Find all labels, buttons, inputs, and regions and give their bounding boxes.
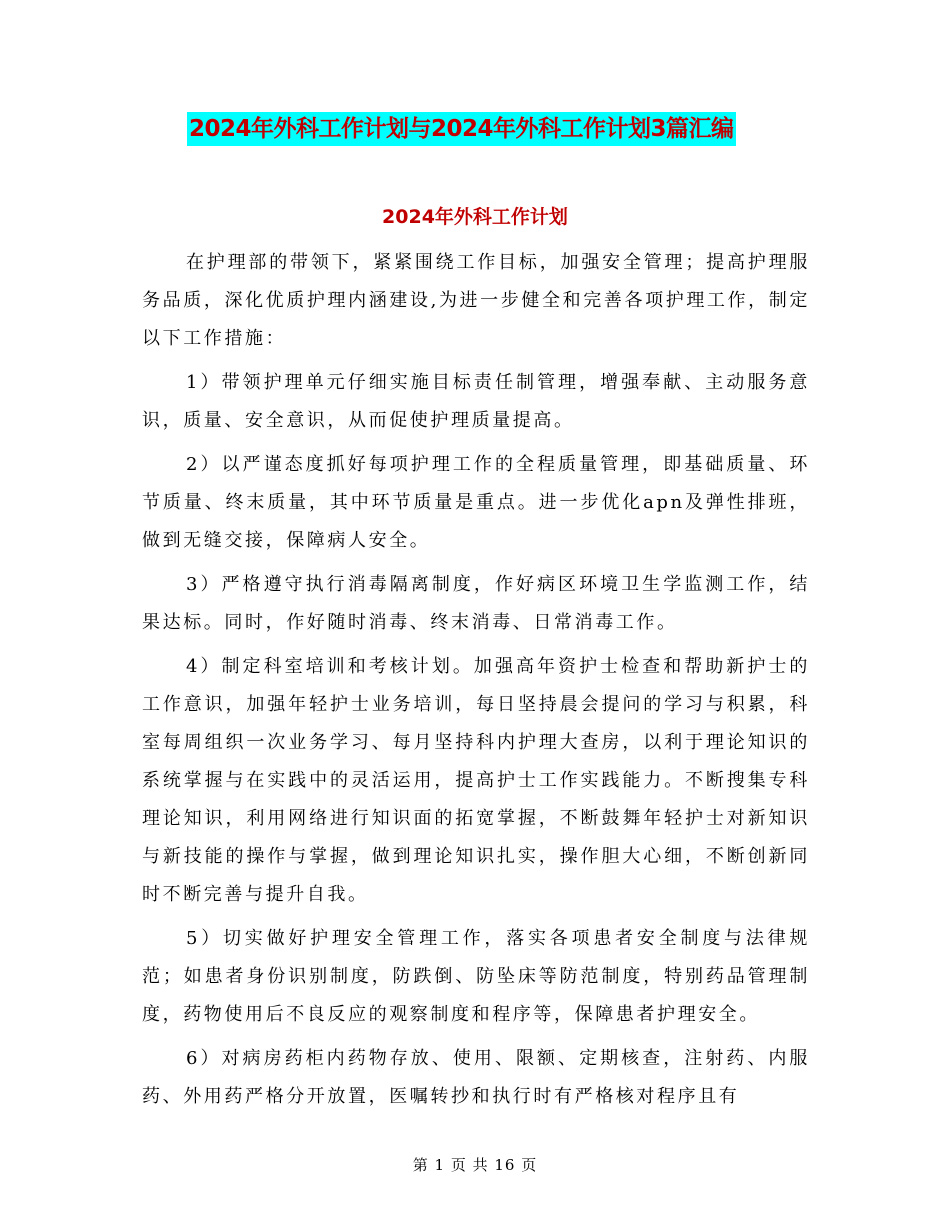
paragraph-item-3: 3）严格遵守执行消毒隔离制度，作好病区环境卫生学监测工作，结果达标。同时，作好随时消毒、终末消毒、日常消毒工作。	[142, 574, 810, 633]
page-footer: 第 1 页 共 16 页	[412, 1156, 538, 1174]
paragraph-intro: 在护理部的带领下，紧紧围绕工作目标，加强安全管理；提高护理服务品质，深化优质护理内涵建设,为进一步健全和完善各项护理工作，制定以下工作措施：	[142, 252, 810, 349]
document-body	[142, 244, 810, 1122]
document-title: 2024年外科工作计划与2024年外科工作计划3篇汇编	[187, 112, 736, 146]
paragraph-item-6: 6）对病房药柜内药物存放、使用、限额、定期核查，注射药、内服药、外用药严格分开放置，医嘱转抄和执行时有严格核对程序且有	[142, 1048, 810, 1107]
paragraph-item-1: 1）带领护理单元仔细实施目标责任制管理，增强奉献、主动服务意识，质量、安全意识，从而促使护理质量提高。	[142, 372, 810, 431]
paragraph-item-5: 5）切实做好护理安全管理工作，落实各项患者安全制度与法律规范；如患者身份识别制度，防跌倒、防坠床等防范制度，特别药品管理制度，药物使用后不良反应的观察制度和程序等，保障患者护理安全。	[142, 928, 810, 1025]
paragraph-item-4: 4）制定科室培训和考核计划。加强高年资护士检查和帮助新护士的工作意识，加强年轻护士业务培训，每日坚持晨会提问的学习与积累，科室每周组织一次业务学习、每月坚持科内护理大查房，以利于理论知识的系统掌握与在实践中的灵活运用，提高护士工作实践能力。不断搜集专科理论知识，利用网络进行知识面的拓宽掌握，不断鼓舞年轻护士对新知识与新技能的操作与掌握，做到理论知识扎实，操作胆大心细，不断创新同时不断完善与提升自我。	[142, 656, 810, 905]
section-title: 2024年外科工作计划	[382, 206, 568, 228]
paragraph-item-2: 2）以严谨态度抓好每项护理工作的全程质量管理，即基础质量、环节质量、终末质量，其中环节质量是重点。进一步优化apn及弹性排班，做到无缝交接，保障病人安全。	[142, 454, 810, 551]
